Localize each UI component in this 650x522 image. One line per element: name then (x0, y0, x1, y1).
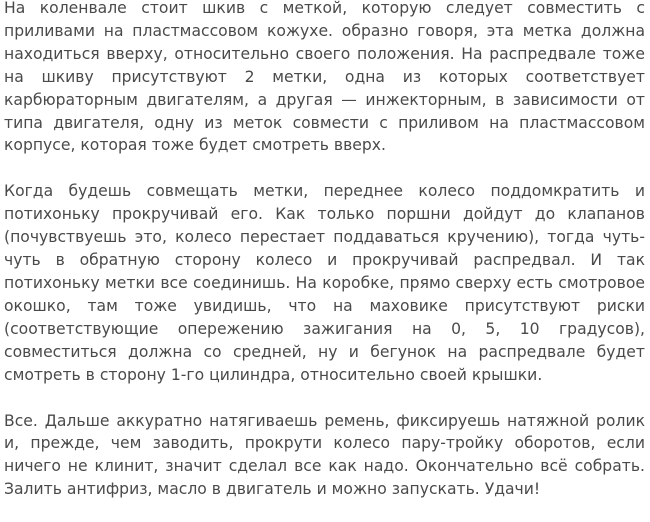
paragraph-timing-marks: На коленвале стоит шкив с меткой, которую следует совместить с приливами на пластмассовом кожухе. образно говоря, эта метка должна находиться вверху, относительно своего положения. На распредвале тоже на шкиву присутствуют 2 метки, одна из которых соответствует карбюраторным двигателям, а другая — инжекторным, в зависимости от типа двигателя, одну из меток совмести с приливом на пластмассовом корпусе, которая тоже будет смотреть вверх. (4, 0, 645, 155)
paragraph-belt-tensioning: Все. Дальше аккуратно натягиваешь ремень, фиксируешь натяжной ролик и, прежде, чем заводить, прокрути колесо пару-тройку оборотов, если ничего не клинит, значит сделал все как надо. Окончательно всё собрать. Залить антифриз, масло в двигатель и можно запускать. Удачи! (4, 411, 645, 499)
paragraph-aligning-marks: Когда будешь совмещать метки, переднее колесо поддомкратить и потихоньку прокручивай его. Как только поршни дойдут до клапанов (почувствуешь это, колесо перестает поддаваться кручению), тогда чуть-чуть в обратную сторону колесо и прокручивай распредвал. И так потихоньку метки все соединишь. На коробке, прямо сверху есть смотровое окошко, там тоже увидишь, что на маховике присутствуют риски (соответствующие опережению зажигания на 0, 5, 10 градусов), совместиться должна со средней, ну и бегунок на распредвале будет смотреть в сторону 1-го цилиндра, относительно своей крышки. (4, 182, 645, 384)
